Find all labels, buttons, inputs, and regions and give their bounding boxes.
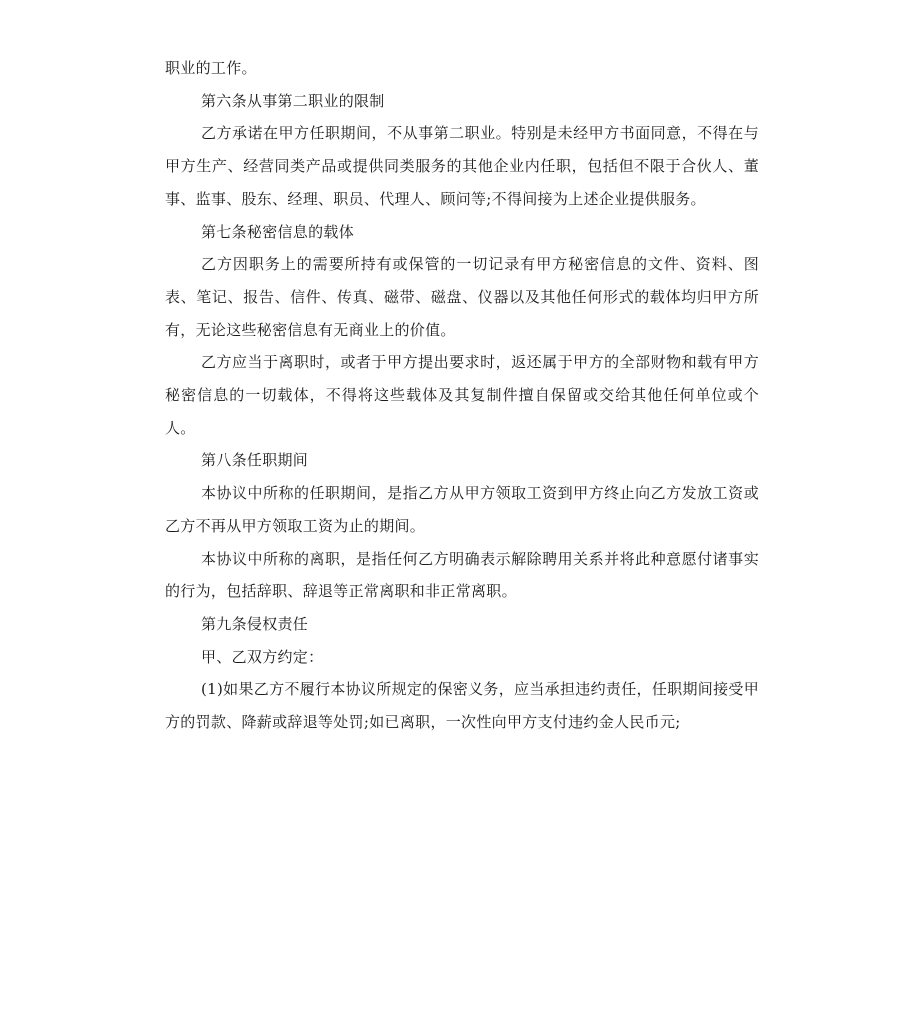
article-8-body-1: 本协议中所称的任职期间，是指乙方从甲方领取工资到甲方终止向乙方发放工资或乙方不再从甲方领取工资为止的期间。 — [165, 484, 759, 535]
article-8-heading: 第八条任职期间 — [201, 451, 309, 470]
article-8-body-2: 本协议中所称的离职，是指任何乙方明确表示解除聘用关系并将此种意愿付诸事实的行为，包括辞职、辞退等正常离职和非正常离职。 — [165, 549, 759, 601]
document-body — [165, 52, 759, 739]
article-7-heading: 第七条秘密信息的载体 — [201, 222, 355, 241]
article-6-body: 乙方承诺在甲方任职期间，不从事第二职业。特别是未经甲方书面同意，不得在与甲方生产、经营同类产品或提供同类服务的其他企业内任职，包括但不限于合伙人、董事、监事、股东、经理、职员、代理人、顾问等;不得间接为上述企业提供服务。 — [165, 124, 759, 208]
article-7-body-1: 乙方因职务上的需要所持有或保管的一切记录有甲方秘密信息的文件、资料、图表、笔记、报告、信件、传真、磁带、磁盘、仪器以及其他任何形式的载体均归甲方所有，无论这些秘密信息有无商业上的价值。 — [165, 255, 759, 339]
paragraph-continuation: 职业的工作。 — [165, 59, 257, 77]
article-9-intro: 甲、乙双方约定： — [201, 647, 324, 666]
article-6-heading: 第六条从事第二职业的限制 — [201, 91, 385, 110]
article-9-clause-1: (1)如果乙方不履行本协议所规定的保密义务，应当承担违约责任，任职期间接受甲方的罚款、降薪或辞退等处罚;如已离职，一次性向甲方支付违约金人民币元; — [165, 680, 759, 732]
article-7-body-2: 乙方应当于离职时，或者于甲方提出要求时，返还属于甲方的全部财物和载有甲方秘密信息的一切载体，不得将这些载体及其复制件擅自保留或交给其他任何单位或个人。 — [165, 353, 759, 437]
article-9-heading: 第九条侵权责任 — [201, 614, 309, 633]
